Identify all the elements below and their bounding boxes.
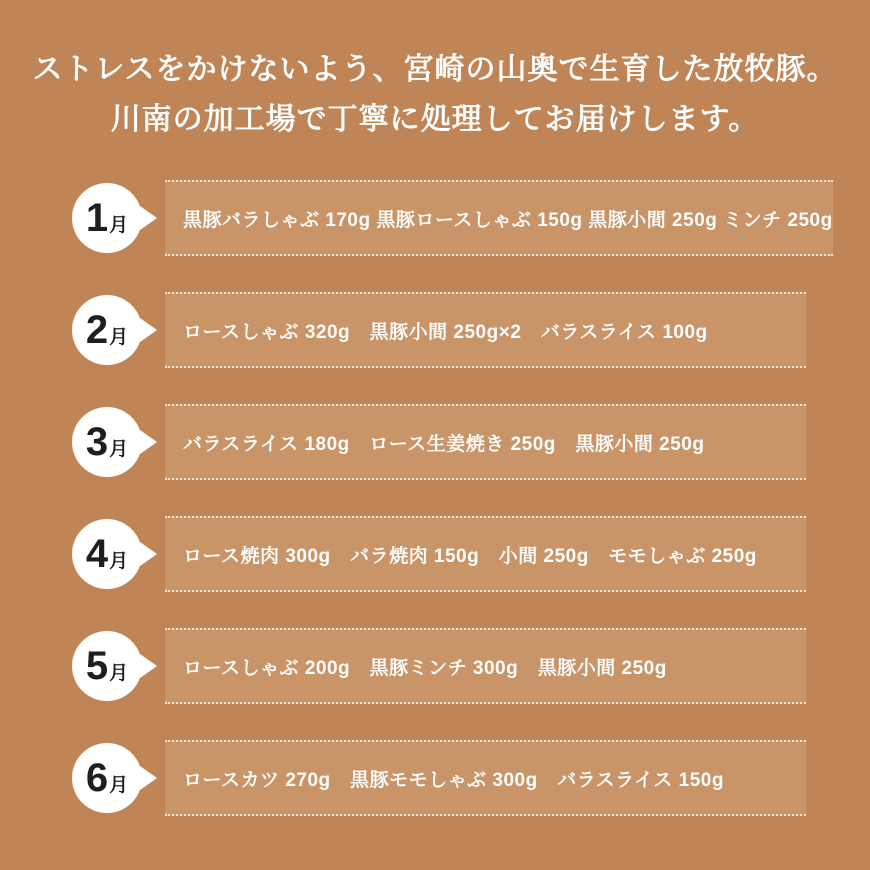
speech-bubble-tail-icon (140, 206, 157, 230)
month-number: 2 (85, 308, 109, 352)
speech-bubble-tail-icon (140, 318, 157, 342)
monthly-schedule (0, 180, 870, 816)
schedule-row (0, 292, 870, 368)
month-bubble (72, 519, 142, 589)
month-number: 3 (85, 420, 109, 464)
speech-bubble-tail-icon (140, 430, 157, 454)
month-items-strip (165, 404, 806, 480)
month-items-text: ロースカツ 270g 黒豚モモしゃぶ 300g バラスライス 150g (183, 769, 724, 791)
schedule-row (0, 628, 870, 704)
month-items-strip (165, 628, 806, 704)
month-number: 4 (85, 532, 109, 576)
month-unit-label: 月 (109, 326, 129, 348)
month-items-text: ロース焼肉 300g バラ焼肉 150g 小間 250g モモしゃぶ 250g (183, 545, 757, 567)
month-number: 1 (85, 196, 109, 240)
month-bubble (72, 631, 142, 701)
schedule-row (0, 516, 870, 592)
month-items-strip (165, 292, 806, 368)
month-bubble (72, 407, 142, 477)
month-number: 6 (85, 756, 109, 800)
month-bubble (72, 743, 142, 813)
month-bubble (72, 183, 142, 253)
speech-bubble-tail-icon (140, 542, 157, 566)
speech-bubble-tail-icon (140, 654, 157, 678)
month-items-strip (165, 180, 833, 256)
schedule-row (0, 740, 870, 816)
header-line-1: ストレスをかけないよう、宮崎の山奥で生育した放牧豚。 (32, 53, 838, 86)
month-unit-label: 月 (109, 438, 129, 460)
schedule-row (0, 404, 870, 480)
month-items-text: ロースしゃぶ 320g 黒豚小間 250g×2 バラスライス 100g (183, 321, 708, 343)
month-items-strip (165, 740, 806, 816)
month-unit-label: 月 (109, 550, 129, 572)
month-unit-label: 月 (109, 662, 129, 684)
month-number: 5 (85, 644, 109, 688)
header (0, 0, 870, 145)
month-items-text: ロースしゃぶ 200g 黒豚ミンチ 300g 黒豚小間 250g (183, 657, 667, 679)
month-items-strip (165, 516, 806, 592)
schedule-row (0, 180, 870, 256)
header-line-2: 川南の加工場で丁寧に処理してお届けします。 (110, 103, 760, 136)
month-unit-label: 月 (109, 214, 129, 236)
speech-bubble-tail-icon (140, 766, 157, 790)
month-items-text: 黒豚バラしゃぶ 170g 黒豚ロースしゃぶ 150g 黒豚小間 250g ミンチ 250g (183, 209, 833, 231)
month-bubble (72, 295, 142, 365)
month-unit-label: 月 (109, 774, 129, 796)
month-items-text: バラスライス 180g ロース生姜焼き 250g 黒豚小間 250g (183, 433, 705, 455)
